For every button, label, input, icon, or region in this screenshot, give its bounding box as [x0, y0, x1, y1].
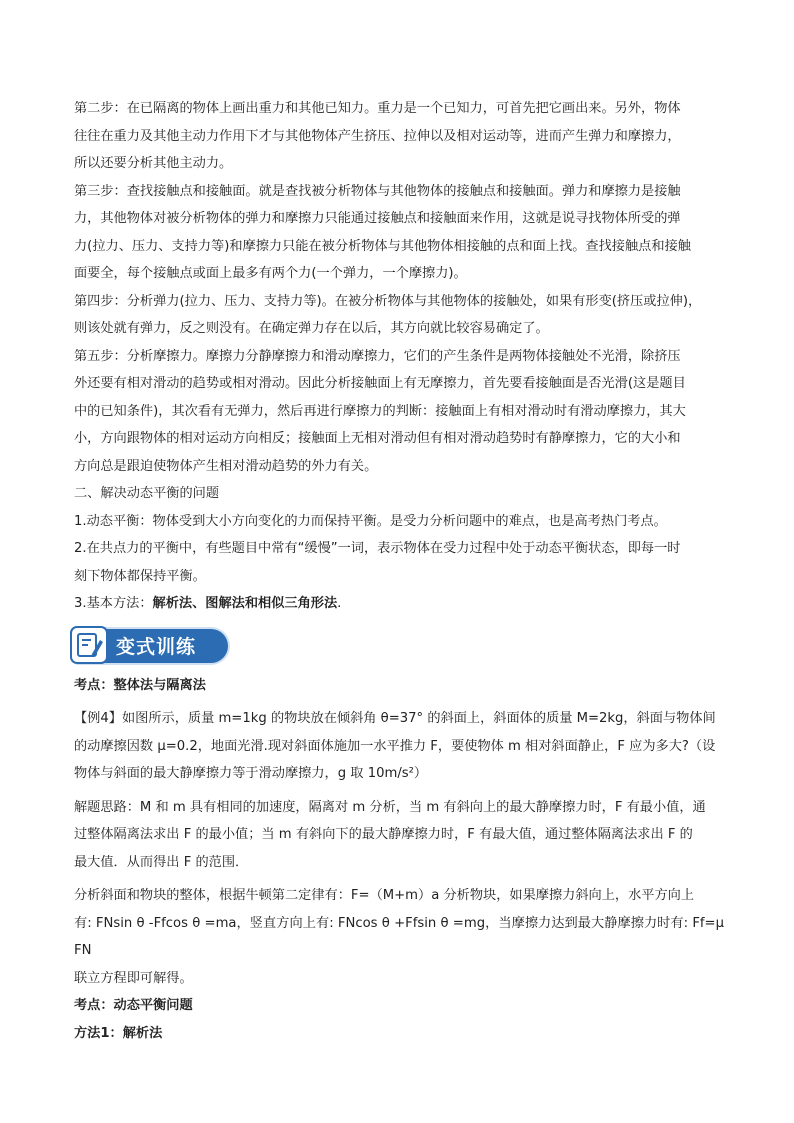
analysis-line: 联立方程即可解得。 [74, 970, 193, 986]
text-line: 则该处就有弹力，反之则没有。在确定弹力存在以后，其方向就比较容易确定了。 [74, 321, 549, 336]
text-line: 方向总是跟迫使物体产生相对滑动趋势的外力有关。 [74, 458, 378, 474]
approach-line: 最大值．从而得出 F 的范围． [74, 854, 249, 870]
text-line: 所以还要分析其他主动力。 [74, 156, 233, 171]
text-line: 1.动态平衡：物体受到大小方向变化的力而保持平衡。是受力分析问题中的难点，也是高考热门考点。 [74, 513, 667, 529]
text-line: 力(拉力、压力、支持力等)和摩擦力只能在被分析物体与其他物体相接触的点和面上找。查找接触点和接触 [74, 238, 691, 254]
text-line: 第五步：分析摩擦力。摩擦力分静摩擦力和滑动摩擦力，它们的产生条件是两物体接触处不光滑，除挤压 [74, 348, 681, 364]
text-line: 中的已知条件)，其次看有无弹力，然后再进行摩擦力的判断：接触面上有相对滑动时有滑动摩擦力，其大 [74, 403, 686, 419]
paragraph-step5 [74, 343, 724, 481]
analysis-line: 有: FNsin θ -Ffcos θ =ma，竖直方向上有: FNcos θ +Ffsin θ =mg，当摩擦力达到最大静摩擦力时有: Ff=μFN [74, 915, 724, 958]
paragraph-step2 [74, 95, 724, 178]
text-line: 小，方向跟物体的相对运动方向相反；接触面上无相对滑动但有相对滑动趋势时有静摩擦力，它的大小和 [74, 431, 681, 446]
document-body [74, 95, 724, 1047]
text-line: 外还要有相对滑动的趋势或相对滑动。因此分析接触面上有无摩擦力，首先要看接触面是否光滑(这是题目 [74, 376, 686, 391]
basic-methods-line [74, 590, 724, 618]
text-line: 面要全，每个接触点或面上最多有两个力(一个弹力，一个摩擦力)。 [74, 266, 467, 281]
approach-line: 解题思路：M 和 m 具有相同的加速度，隔离对 m 分析，当 m 有斜向上的最大静摩擦力时，F 有最小值，通 [74, 799, 706, 815]
paragraph-step4 [74, 288, 724, 343]
methods-bold: 解析法、图解法和相似三角形法 [152, 596, 338, 611]
paragraph-step3 [74, 178, 724, 288]
text-line: 第四步：分析弹力(拉力、压力、支持力等)。在被分析物体与其他物体的接触处，如果有形变(挤压或拉伸)， [74, 293, 702, 309]
variant-training-banner [68, 626, 230, 666]
example-line: 【例4】如图所示，质量 m=1kg 的物块放在倾斜角 θ=37° 的斜面上，斜面体的质量 M=2kg，斜面与物体间 [74, 711, 716, 726]
banner-title: 变式训练 [116, 635, 197, 658]
methods-prefix: 3.基本方法： [74, 596, 153, 611]
text-line: 力，其他物体对被分析物体的弹力和摩擦力只能通过接触点和接触面来作用，这就是说寻找物体所受的弹 [74, 211, 681, 226]
text-line: 第二步：在已隔离的物体上画出重力和其他已知力。重力是一个已知力，可首先把它画出来。另外，物体 [74, 101, 681, 116]
methods-suffix: . [337, 596, 342, 611]
example-line: 物体与斜面的最大静摩擦力等于滑动摩擦力，g 取 10m/s²） [74, 766, 428, 781]
text-line: 往往在重力及其他主动力作用下才与其他物体产生挤压、拉伸以及相对运动等，进而产生弹力和摩擦力， [74, 128, 681, 144]
pencil-icon [70, 626, 108, 664]
method-heading: 方法1：解析法 [74, 1025, 163, 1041]
kaodian-heading: 考点：整体法与隔离法 [74, 677, 206, 693]
text-line: 刻下物体都保持平衡。 [74, 568, 206, 584]
section-heading: 二、解决动态平衡的问题 [74, 486, 220, 501]
kaodian-heading: 考点：动态平衡问题 [74, 998, 193, 1013]
approach-line: 过整体隔离法求出 F 的最小值；当 m 有斜向下的最大静摩擦力时，F 有最大值，通过整体隔离法求出 F 的 [74, 827, 693, 842]
text-line: 第三步：查找接触点和接触面。就是查找被分析物体与其他物体的接触点和接触面。弹力和摩擦力是接触 [74, 183, 681, 199]
analysis-line: 分析斜面和物块的整体，根据牛顿第二定律有：F=（M+m）a 分析物块，如果摩擦力斜向上，水平方向上 [74, 888, 695, 903]
example-line: 的动摩擦因数 μ=0.2，地面光滑.现对斜面体施加一水平推力 F，要使物体 m 相对斜面静止，F 应为多大?（设 [74, 738, 716, 754]
text-line: 2.在共点力的平衡中，有些题目中常有“缓慢”一词，表示物体在受力过程中处于动态平衡状态，即每一时 [74, 541, 681, 556]
